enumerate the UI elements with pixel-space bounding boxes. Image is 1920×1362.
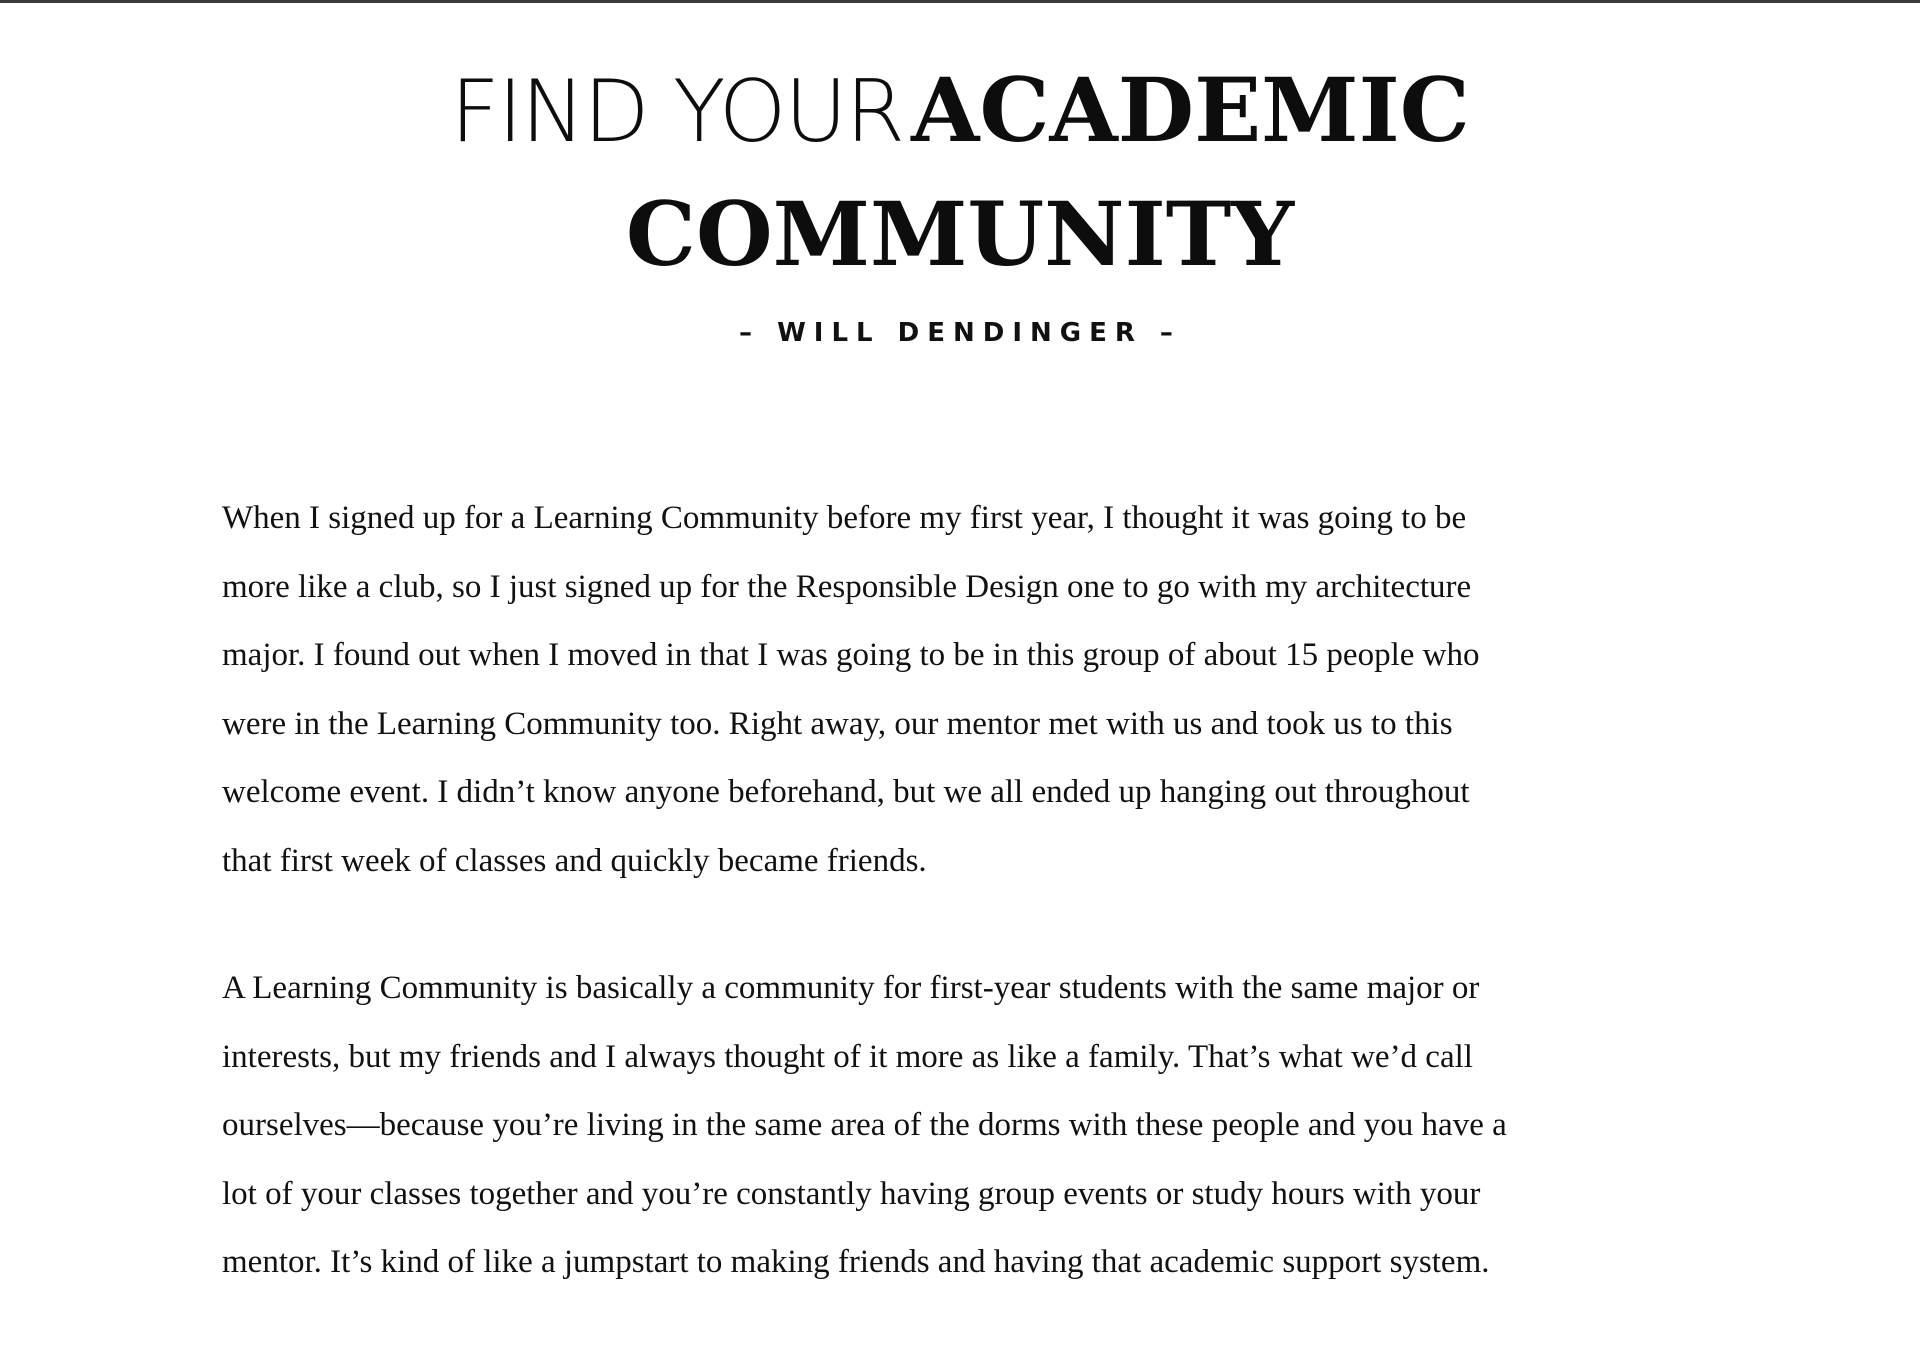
headline-line-1 (0, 58, 1920, 182)
headline-bold-text-2: COMMUNITY (625, 182, 1295, 286)
top-border-rule (0, 0, 1920, 3)
article-body (222, 484, 1712, 1356)
paragraph-2: A Learning Community is basically a community for first-year students with the same major or interests, but my friends and I always thought of it more as like a family. That’s what we’d call ourselves—because you’re living in the same area of the dorms with these people and you have a lot of your classes together and you’re constantly having group events or study hours with your mentor. It’s kind of like a jumpstart to making friends and having that academic support system. (222, 970, 1507, 1280)
headline-light-text: FIND YOUR (450, 62, 904, 162)
article-headline (0, 58, 1920, 306)
headline-line-2 (0, 182, 1920, 306)
paragraph-1: When I signed up for a Learning Community before my first year, I thought it was going to be more like a club, so I just signed up for the Responsible Design one to go with my architecture major. I found out when I moved in that I was going to be in this group of about 15 people who were in the Learning Community too. Right away, our mentor met with us and took us to this welcome event. I didn’t know anyone beforehand, but we all ended up hanging out throughout that first week of classes and quickly became friends. (222, 500, 1480, 879)
author-byline: – WILL DENDINGER – (739, 318, 1181, 348)
headline-bold-text-1: ACADEMIC (911, 58, 1470, 162)
